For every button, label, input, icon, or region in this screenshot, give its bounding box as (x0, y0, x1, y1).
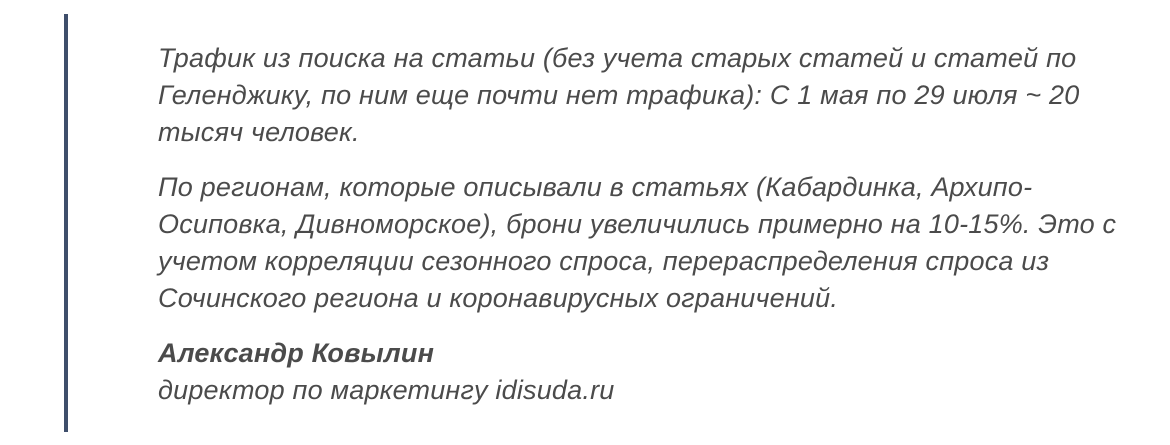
quote-signature (158, 335, 1143, 409)
quote-accent-bar (64, 14, 68, 432)
quote-paragraph-2: По регионам, которые описывали в статьях (Кабардинка, Архипо-Осиповка, Дивноморское), брони увеличились примерно на 10-15%. Это с учетом корреляции сезонного спроса, перераспределения спроса из Сочинского региона и коронавирусных ограничений. (158, 172, 1117, 313)
quote-paragraph-1: Трафик из поиска на статьи (без учета старых статей и статей по Геленджику, по ним еще почти нет трафика): С 1 мая по 29 июля ~ 20 тысяч человек. (158, 43, 1080, 147)
quote-content (158, 40, 1143, 409)
author-name: Александр Ковылин (158, 338, 435, 368)
quote-block (64, 14, 1154, 432)
author-title: директор по маркетингу idisuda.ru (158, 375, 615, 405)
